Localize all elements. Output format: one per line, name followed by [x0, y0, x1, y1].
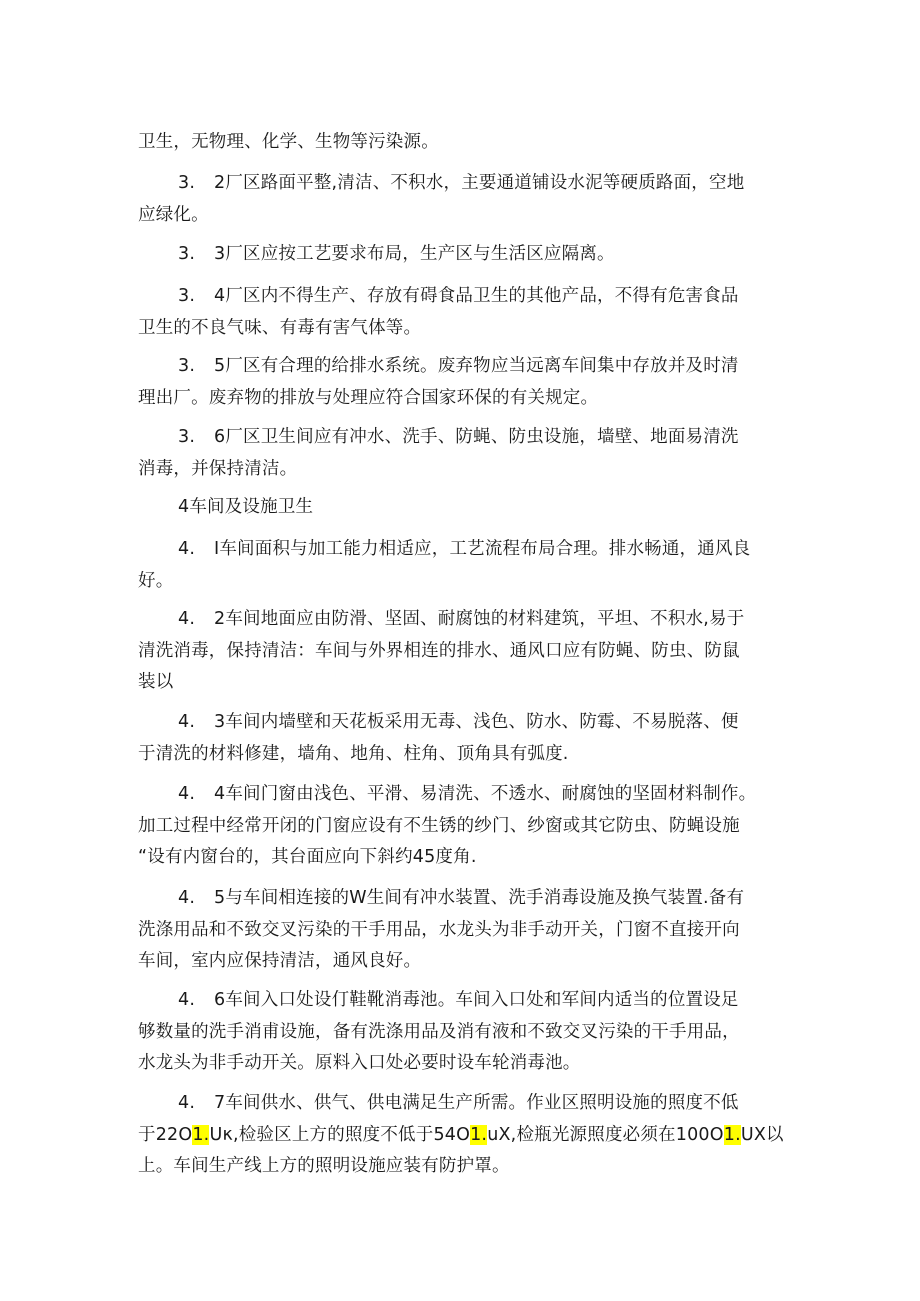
heading-text: 4车间及设施卫生 [178, 497, 314, 517]
text-line: 卫生，无物理、化学、生物等污染源。 [138, 132, 439, 152]
highlighted-text: 1. [192, 1124, 210, 1145]
text-segment: uX,检瓶光源照度必须在100O [487, 1124, 724, 1145]
text-line: 应绿化。 [138, 204, 209, 225]
text-line: “设有内窗台的，其台面应向下斜约45度角. [138, 847, 477, 867]
text-line-with-highlights [138, 1120, 788, 1152]
text-line [138, 604, 788, 636]
paragraph-text: 2车间地面应由防滑、坚固、耐腐蚀的材料建筑，平坦、不积水,易于 [214, 609, 745, 629]
text-line [138, 281, 788, 313]
paragraph-4-3 [138, 707, 788, 770]
paragraph-3-3 [138, 239, 788, 271]
text-line [138, 239, 788, 271]
text-line: 加工过程中经常开闭的门窗应设有不生锈的纱门、纱窗或其它防虫、防蝇设施 [138, 815, 740, 836]
section-number: 4. [178, 888, 196, 908]
paragraph-text: 5厂区有合理的给排水系统。废弃物应当远离车间集中存放并及时清 [214, 356, 739, 376]
section-number: 4. [178, 609, 196, 629]
text-line [138, 351, 788, 383]
text-line: 消毒，并保持清洁。 [138, 458, 298, 479]
text-segment: Uκ,检验区上方的照度不低于54O [209, 1124, 471, 1145]
paragraph-text: 6厂区卫生间应有冲水、洗手、防蝇、防虫设施，墙壁、地面易清洗 [214, 427, 739, 447]
paragraph-text: 3车间内墙壁和天花板采用无毒、浅色、防水、防霉、不易脱落、便 [214, 712, 739, 732]
paragraph-3-1-continuation [138, 127, 788, 159]
text-line [138, 534, 788, 566]
paragraph-4-6 [138, 985, 788, 1080]
section-number: 3. [178, 173, 196, 193]
text-line [138, 168, 788, 200]
text-line [138, 1088, 788, 1120]
section-number: 4. [178, 712, 196, 732]
section-number: 3. [178, 427, 196, 447]
text-line: 装以 [138, 672, 174, 692]
text-line: 车间，室内应保持清洁，通风良好。 [138, 951, 422, 971]
section-number: 4. [178, 1093, 196, 1113]
paragraph-4-5 [138, 883, 788, 978]
text-line: 够数量的洗手消甫设施，备有洗涤用品及消有液和不致交叉污染的干手用品， [138, 1021, 740, 1042]
paragraph-text: 7车间供水、供气、供电满足生产所需。作业区照明设施的照度不低 [214, 1093, 739, 1113]
section-number: 4. [178, 539, 196, 559]
text-line [138, 779, 788, 811]
paragraph-4-1 [138, 534, 788, 597]
paragraph-text: 6车间入口处设仃鞋靴消毒池。车间入口处和军间内适当的位置设足 [214, 990, 739, 1010]
paragraph-3-4 [138, 281, 788, 344]
text-line: 水龙头为非手动开关。原料入口处必要时设车轮消毒池。 [138, 1053, 581, 1073]
paragraph-4-7 [138, 1088, 788, 1183]
text-line [138, 883, 788, 915]
text-segment: 于22O [138, 1124, 193, 1145]
paragraph-4-2 [138, 604, 788, 699]
paragraph-text: I车间面积与加工能力相适应，工艺流程布局合理。排水畅通，通风良 [214, 539, 751, 559]
text-line [138, 707, 788, 739]
paragraph-text: 4厂区内不得生产、存放有碍食品卫生的其他产品，不得有危害食品 [214, 286, 739, 306]
section-number: 3. [178, 286, 196, 306]
paragraph-4-4 [138, 779, 788, 874]
paragraph-3-5 [138, 351, 788, 414]
section-number: 3. [178, 356, 196, 376]
paragraph-text: 4车间门窗由浅色、平滑、易清洗、不透水、耐腐蚀的坚固材料制作。 [214, 784, 757, 804]
section-number: 4. [178, 784, 196, 804]
paragraph-3-2 [138, 168, 788, 231]
section-number: 3. [178, 244, 196, 264]
section-heading [138, 492, 788, 524]
text-line [138, 985, 788, 1017]
section-number: 4. [178, 990, 196, 1010]
text-line [138, 422, 788, 454]
paragraph-text: 3厂区应按工艺要求布局，生产区与生活区应隔离。 [214, 244, 615, 264]
text-line: 于清洗的材料修建，墙角、地角、柱角、顶角具有弧度. [138, 743, 569, 764]
text-line: 洗涤用品和不致交叉污染的干手用品，水龙头为非手动开关，门窗不直接开向 [138, 919, 740, 940]
text-line: 好。 [138, 570, 174, 591]
highlighted-text: 1. [723, 1124, 741, 1145]
paragraph-3-6 [138, 422, 788, 485]
paragraph-text: 5与车间相连接的W生间有冲水装置、洗手消毒设施及换气装置.备有 [214, 888, 745, 908]
text-line: 上。车间生产线上方的照明设施应装有防护罩。 [138, 1156, 510, 1176]
text-line: 卫生的不良气味、有毒有害气体等。 [138, 317, 422, 338]
highlighted-text: 1. [470, 1124, 488, 1145]
text-line: 清洗消毒，保持清洁：车间与外界相连的排水、通风口应有防蝇、防虫、防鼠 [138, 640, 740, 661]
text-segment: UX以 [740, 1124, 784, 1145]
paragraph-text: 2厂区路面平整,清洁、不积水，主要通道铺设水泥等硬质路面，空地 [214, 173, 745, 193]
text-line: 理出厂。废弃物的排放与处理应符合国家环保的有关规定。 [138, 387, 599, 408]
